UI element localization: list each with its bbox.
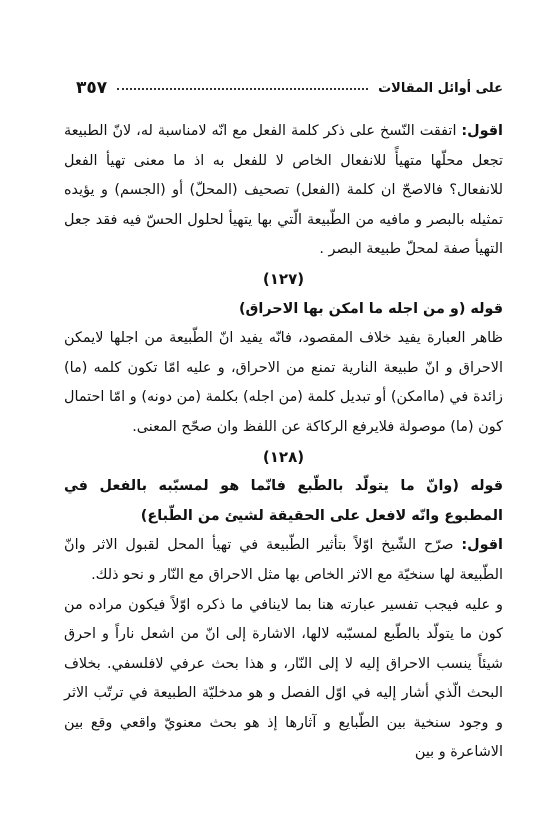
paragraph-comment-3	[64, 531, 503, 590]
section-number-127: (١٢٧)	[262, 269, 305, 288]
paragraph-text: صرّح الشّيخ اوّلاً بتأثير الطّبيعة في تهيأ المحل لقبول الاثر وانّ الطّبيعة لها سنخيّة مع الاثر الخاص بها مثل الاحراق مع النّار و نحو ذلك.	[64, 537, 503, 583]
paragraph-lead: اقول:	[461, 537, 503, 554]
quoted-statement-127: قوله (و من اجله ما امكن بها الاحراق)	[238, 300, 503, 317]
paragraph-lead: اقول:	[461, 123, 503, 139]
header-dotted-leader	[117, 87, 368, 90]
page-number: ٣٥٧	[76, 78, 108, 98]
quoted-statement-128: قوله (وانّ ما يتولّد بالطّبع فانّما هو لمسبّبه بالفعل في المطبوع وانّه لافعل على الحقيقة لشيئ من الطّباع)	[64, 478, 503, 524]
paragraph-comment-2: ظاهر العبارة يفيد خلاف المقصود، فانّه يفيد انّ الطّبيعة من اجلها لايمكن الاحراق و انّ طبيعة النارية تمنع من الاحراق، و عليه امّا تكون كلمه (ما) زائدة في (ماامكن) أو تبديل كلمة (من اجله) بكلمة (من دونه) و امّا احتمال كون (ما) موصولة فلايرفع الركاكة عن اللفظ وان صحّح المعنى.	[64, 330, 503, 435]
page-header	[76, 76, 503, 100]
paragraph-comment-1	[64, 117, 503, 265]
running-title: على أوائل المقالات	[378, 80, 503, 96]
page-body	[64, 117, 503, 768]
paragraph-comment-4: و عليه فيجب تفسير عبارته هنا بما لاينافي ما ذكره اوّلاً فيكون مراده من كون ما يتولّد بالطّبع لمسبّبه لالها، الاشارة إلى انّ من اشعل ناراً و احرق شيئاً ينسب الاحراق إليه لا إلى النّار، و هذا بحث عرفي لافلسفي. بخلاف البحث الّذي أشار إليه في اوّل الفصل و هو مدخليّة الطبيعة في ترتّب الاثر و وجود سنخية بين الطّبايع و آثارها إذ هو بحث معنويّ واقعي وقع بين الاشاعرة و بين	[64, 596, 503, 761]
paragraph-text: اتفقت النّسخ على ذكر كلمة الفعل مع انّه لامناسبة له، لانّ الطبيعة تجعل محلّها متهيأً للانفعال الخاص لا للفعل به اذ ما معنى تهيأ الفعل للانفعال؟ فالاصحّ ان كلمة (الفعل) تصحيف (المحلّ) أو (الجسم) و يؤيده تمثيله بالبصر و مافيه من الطّبيعة الّتي بها يتهيأ لحلول الحسّ فيه فقد جعل التهيأ صفة لمحلّ طبيعة البصر .	[64, 123, 503, 258]
section-number-128: (١٢٨)	[262, 447, 305, 466]
